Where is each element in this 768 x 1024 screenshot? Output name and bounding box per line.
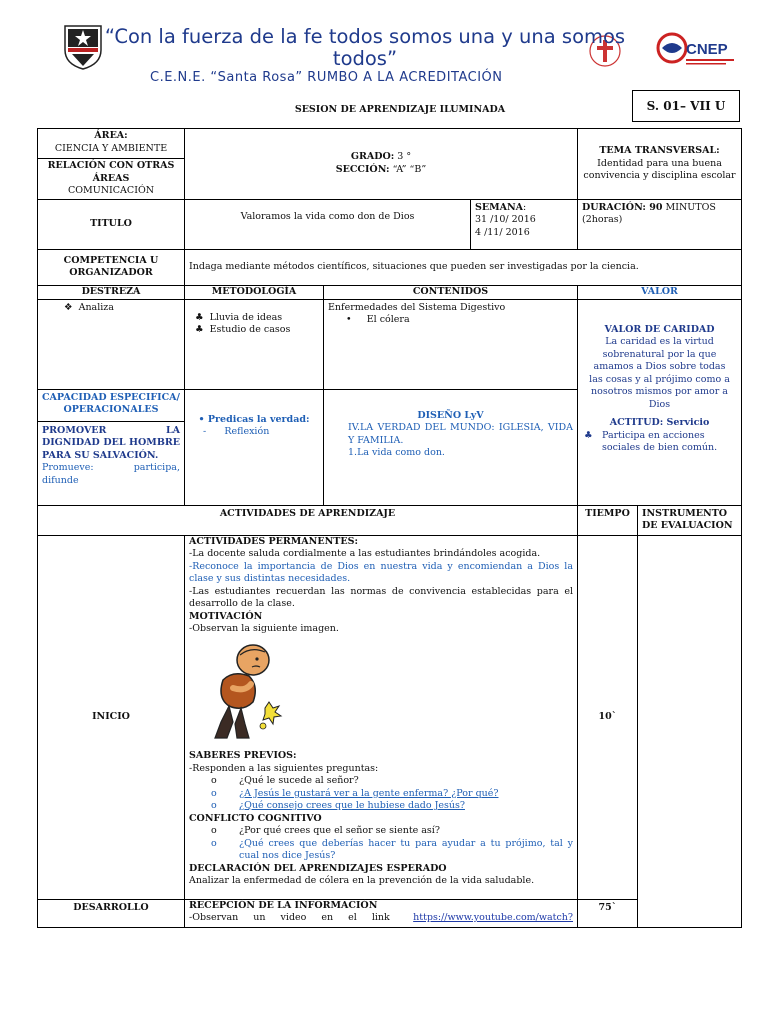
permanentes-p2: -Reconoce la importancia de Dios en nuestra vida y encomiendan a Dios la clase y sus distintas necesidades. bbox=[189, 560, 574, 584]
col-destreza: DESTREZA bbox=[38, 285, 185, 299]
info-row-3 bbox=[38, 249, 742, 285]
o-bullet-icon: o bbox=[211, 775, 217, 786]
columns-header-row bbox=[38, 285, 742, 299]
duracion-label: DURACIÓN: 90 bbox=[582, 201, 663, 213]
valor-cell bbox=[578, 299, 742, 505]
promover-text: PROMOVER LA DIGNIDAD DEL HOMBRE PARA SU SALVACIÓN. bbox=[42, 424, 180, 461]
inicio-content bbox=[185, 535, 578, 899]
desarrollo-row bbox=[38, 899, 742, 927]
capacidad-label: CAPACIDAD ESPECIFICA/ OPERACIONALES bbox=[38, 390, 184, 422]
col-contenidos: CONTENIDOS bbox=[324, 285, 578, 299]
permanentes-p1: -La docente saluda cordialmente a las estudiantes brindándoles acogida. bbox=[189, 548, 541, 559]
analizar-text: Analizar la enfermedad de cólera en la prevención de la vida saludable. bbox=[189, 875, 535, 886]
semana-line2: 4 /11/ 2016 bbox=[475, 226, 530, 238]
instrumento-cell bbox=[638, 535, 742, 927]
seccion-label: SECCIÓN: bbox=[335, 163, 390, 175]
motto-text: Con la fuerza de la fe todos somos una y una somos todos” bbox=[114, 25, 626, 70]
info-row-2 bbox=[38, 199, 742, 249]
lesson-plan-table bbox=[37, 128, 742, 928]
semana-cell: SEMANA: 31 /10/ 2016 4 /11/ 2016 bbox=[471, 199, 578, 249]
semana-label: SEMANA bbox=[475, 201, 524, 213]
destreza-cell bbox=[38, 299, 185, 389]
diseno-label: DISEÑO LyV bbox=[417, 409, 484, 421]
club-bullet-icon: ♣ bbox=[584, 429, 593, 441]
club-bullet-icon: ♣ bbox=[195, 324, 204, 335]
motto-open-quote: “ bbox=[104, 25, 115, 48]
predicas-label: Predicas la verdad: bbox=[207, 413, 310, 425]
content-row-a bbox=[38, 299, 742, 389]
permanentes-p3: -Las estudiantes recuerdan las normas de convivencia establecidas para el desarrollo de la clase. bbox=[189, 585, 574, 609]
duracion-value: MINUTOS (2horas) bbox=[582, 201, 716, 225]
grado-value: 3 ° bbox=[394, 151, 412, 163]
tema-label: TEMA TRANSVERSAL: bbox=[599, 145, 720, 156]
col-metodologia: METODOLOGÍA bbox=[185, 285, 324, 299]
session-code: S. 01– VII U bbox=[632, 90, 740, 122]
tiempo-header: TIEMPO bbox=[578, 505, 638, 535]
participa-text: Participa en acciones sociales de bien común. bbox=[602, 429, 718, 453]
metodologia-item-1: Lluvia de ideas bbox=[209, 311, 283, 323]
permanentes-label: ACTIVIDADES PERMANENTES: bbox=[189, 535, 358, 547]
instrumento-header: INSTRUMENTO DE EVALUACION bbox=[638, 505, 742, 535]
club-bullet-icon: ♣ bbox=[195, 311, 204, 323]
titulo-label: TITULO bbox=[38, 199, 185, 249]
motivacion-label: MOTIVACIÓN bbox=[189, 610, 263, 622]
predicas-cell: • Predicas la verdad: - Reflexión bbox=[185, 389, 324, 505]
promueve-text: Promueve: participa, difunde bbox=[42, 462, 180, 486]
verdad-text: IV.LA VERDAD DEL MUNDO: IGLESIA, VIDA Y FAMILIA. bbox=[348, 422, 574, 446]
vida-text: 1.La vida como don. bbox=[348, 447, 445, 458]
youtube-link[interactable]: https://www.youtube.com/watch? bbox=[413, 912, 574, 923]
destreza-item: Analiza bbox=[78, 301, 114, 313]
diamond-bullet-icon: ❖ bbox=[64, 301, 73, 313]
school-motto bbox=[95, 26, 635, 70]
valor-title: VALOR DE CARIDAD bbox=[604, 323, 715, 335]
competencia-label: COMPETENCIA U ORGANIZADOR bbox=[38, 249, 185, 285]
relacion-label: RELACIÓN CON OTRAS ÁREAS bbox=[47, 160, 175, 184]
competencia-value: Indaga mediante métodos científicos, situaciones que pueden ser investigadas por la ciencia. bbox=[185, 249, 742, 285]
grado-seccion-cell bbox=[185, 129, 578, 200]
metodologia-cell bbox=[185, 299, 324, 389]
seccion-value: “A” “B” bbox=[389, 163, 427, 175]
o-bullet-icon: o bbox=[211, 787, 217, 799]
contenidos-title: Enfermedades del Sistema Digestivo bbox=[328, 301, 506, 313]
dot-bullet-icon: • bbox=[198, 413, 205, 425]
question-1: ¿Qué le sucede al señor? bbox=[239, 775, 359, 786]
area-value: CIENCIA Y AMBIENTE bbox=[54, 142, 168, 154]
desarrollo-time: 75` bbox=[578, 899, 638, 927]
desarrollo-content bbox=[185, 899, 578, 927]
sick-man-illustration bbox=[193, 642, 293, 742]
duracion-cell bbox=[578, 199, 742, 249]
document-header bbox=[0, 0, 768, 130]
video-text: -Observan un video en el link bbox=[189, 912, 390, 923]
cnep-logo-text: CNEP bbox=[686, 41, 728, 58]
col-valor: VALOR bbox=[578, 285, 742, 299]
dot-bullet-icon: • bbox=[346, 314, 352, 325]
question-5: ¿Qué crees que deberías hacer tu para ayudar a tu prójimo, tal y cual nos dice Jesús? bbox=[239, 837, 574, 861]
saberes-label: SABERES PREVIOS: bbox=[189, 750, 297, 761]
inicio-row bbox=[38, 535, 742, 899]
contenidos-cell bbox=[324, 299, 578, 389]
tema-value: Identidad para una buena convivencia y disciplina escolar bbox=[583, 157, 736, 181]
responden-text: -Responden a las siguientes preguntas: bbox=[189, 762, 379, 774]
relacion-value: COMUNICACIÓN bbox=[67, 185, 155, 196]
recepcion-label: RECEPCIÓN DE LA INFORMACIÓN bbox=[189, 899, 378, 911]
capacidad-cell bbox=[38, 389, 185, 505]
grado-label: GRADO: bbox=[350, 151, 395, 163]
semana-line1: 31 /10/ 2016 bbox=[475, 214, 536, 225]
contenidos-item: El cólera bbox=[366, 314, 410, 325]
activities-header: ACTIVIDADES DE APRENDIZAJE bbox=[38, 505, 578, 535]
actitud-label: ACTITUD: Servicio bbox=[609, 417, 710, 428]
activities-header-row bbox=[38, 505, 742, 535]
valor-text: La caridad es la virtud sobrenatural por la que amamos a Dios sobre todas las cosas y al prójimo como a nosotros mismos por amor a Dios bbox=[589, 336, 730, 410]
area-cell bbox=[38, 129, 185, 200]
school-subtitle: C.E.N.E. “Santa Rosa” RUMBO A LA ACREDITACIÓN bbox=[150, 70, 503, 85]
conflicto-label: CONFLICTO COGNITIVO bbox=[189, 812, 322, 824]
diseno-cell bbox=[324, 389, 578, 505]
titulo-value: Valoramos la vida como don de Dios bbox=[185, 199, 471, 249]
o-bullet-icon: o bbox=[211, 800, 217, 811]
cnep-logo bbox=[656, 30, 738, 70]
o-bullet-icon: o bbox=[211, 837, 217, 849]
session-title: SESION DE APRENDIZAJE ILUMINADA bbox=[294, 104, 506, 115]
reflexion-label: Reflexión bbox=[224, 426, 270, 437]
declaracion-label: DECLARACIÓN DEL APRENDIZAJES ESPERADO bbox=[189, 862, 447, 874]
observan-text: -Observan la siguiente imagen. bbox=[189, 623, 339, 634]
inicio-time: 10` bbox=[578, 535, 638, 899]
question-4: ¿Por qué crees que el señor se siente así? bbox=[239, 825, 440, 836]
inicio-label: INICIO bbox=[38, 535, 185, 899]
tema-transversal-cell bbox=[578, 129, 742, 200]
info-row-1 bbox=[38, 129, 742, 200]
desarrollo-label: DESARROLLO bbox=[38, 899, 185, 927]
metodologia-item-2: Estudio de casos bbox=[209, 324, 291, 335]
area-label: ÁREA: bbox=[94, 130, 128, 141]
o-bullet-icon: o bbox=[211, 825, 217, 836]
question-3: ¿Qué consejo crees que le hubiese dado Jesús? bbox=[239, 800, 465, 811]
question-2: ¿A Jesús le gustará ver a la gente enferma? ¿Por qué? bbox=[239, 787, 499, 799]
